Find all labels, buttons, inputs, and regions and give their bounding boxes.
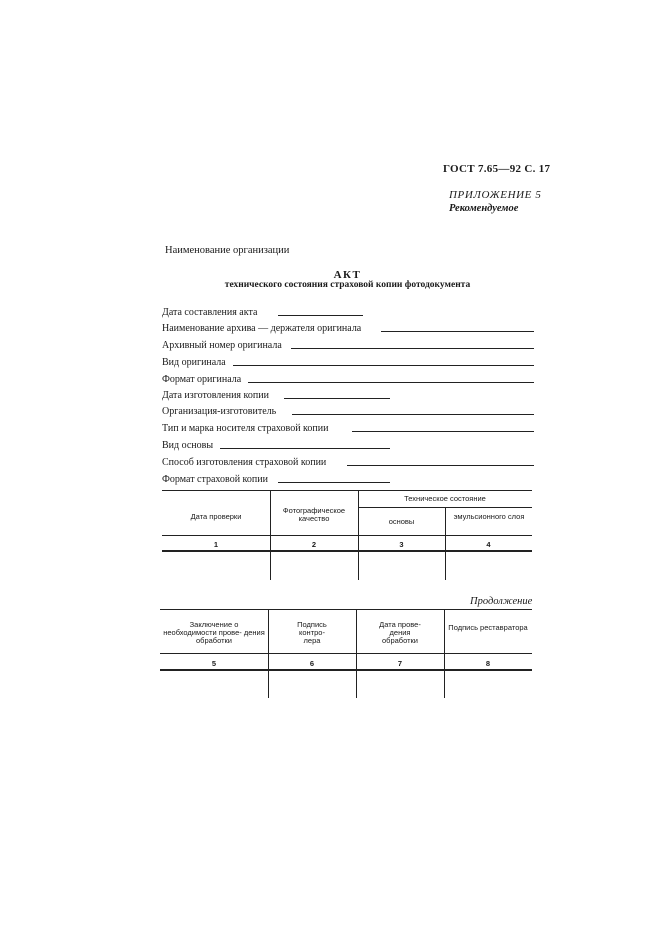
field-line-original-format[interactable]: [248, 382, 534, 383]
table1-header-emulsion: эмульсионного слоя: [453, 512, 525, 521]
field-line-original-type[interactable]: [233, 365, 534, 366]
table1-col-number: 3: [399, 540, 404, 549]
field-line-copy-format[interactable]: [278, 482, 390, 483]
field-label-manufacturer: Организация-изготовитель: [162, 406, 277, 417]
field-line-manufacturer[interactable]: [292, 414, 534, 415]
continuation-label: Продолжение: [470, 596, 533, 607]
field-label-base-type: Вид основы: [162, 440, 214, 451]
field-label-original-format: Формат оригинала: [162, 374, 242, 385]
field-line-archive-name[interactable]: [381, 331, 534, 332]
standard-reference: ГОСТ 7.65—92 С. 17: [443, 163, 551, 175]
field-label-original-type: Вид оригинала: [162, 357, 226, 368]
field-label-carrier-type: Тип и марка носителя страховой копии: [162, 423, 329, 434]
table1-header-check-date: Дата проверки: [190, 512, 242, 521]
table2-col-number: 6: [309, 659, 315, 668]
table2-number-border: [160, 669, 532, 671]
field-line-copy-method[interactable]: [347, 465, 534, 466]
table1-header-border: [162, 535, 532, 536]
field-line-carrier-type[interactable]: [352, 431, 534, 432]
field-line-act-date[interactable]: [278, 315, 363, 316]
field-line-base-type[interactable]: [220, 448, 390, 449]
table2-col-number: 8: [485, 659, 491, 668]
table2-col-number: 5: [211, 659, 217, 668]
document-subtitle: технического состояния страховой копии фотодокумента: [224, 280, 471, 290]
table2-header-controller-signature: Подпись контро- лера: [297, 620, 327, 645]
field-label-archive-name: Наименование архива — держателя оригинала: [162, 323, 362, 334]
table1-col-number: 2: [311, 540, 317, 549]
document-title: АКТ: [333, 269, 362, 281]
organization-label: Наименование организации: [165, 245, 290, 256]
appendix-title: ПРИЛОЖЕНИЕ 5: [449, 189, 542, 201]
table2-header-restorer-signature: Подпись реставратора: [448, 623, 528, 632]
field-label-copy-format: Формат страховой копии: [162, 474, 268, 485]
field-label-copy-date: Дата изготовления копии: [162, 390, 269, 401]
table1-top-border: [162, 490, 532, 491]
table2-header-border: [160, 653, 532, 654]
table2-top-border: [160, 609, 532, 610]
table2-header-processing-date: Дата прове- дения обработки: [379, 620, 421, 645]
field-line-copy-date[interactable]: [284, 398, 390, 399]
table1-col-number: 4: [486, 540, 491, 549]
table1-number-border: [162, 550, 532, 552]
table1-group-header: Техническое состояние: [404, 494, 486, 503]
field-line-archive-number[interactable]: [291, 348, 534, 349]
field-label-act-date: Дата составления акта: [162, 307, 258, 318]
table1-header-photo-quality: Фотографическое качество: [282, 506, 346, 523]
table2-col-number: 7: [397, 659, 403, 668]
appendix-status: Рекомендуемое: [449, 203, 519, 214]
field-label-archive-number: Архивный номер оригинала: [162, 340, 282, 351]
table2-header-conclusion: Заключение о необходимости прове- дения обработки: [163, 620, 265, 645]
table1-col-number: 1: [213, 540, 219, 549]
table1-group-underline: [358, 507, 532, 508]
field-label-copy-method: Способ изготовления страховой копии: [162, 457, 327, 468]
table1-header-base: основы: [388, 517, 415, 526]
